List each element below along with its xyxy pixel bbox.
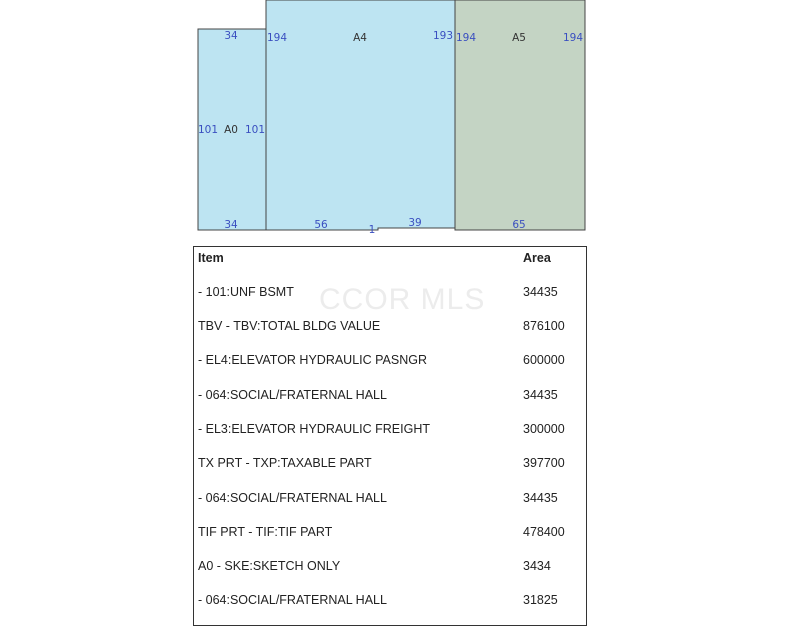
row-item: TBV - TBV:TOTAL BLDG VALUE <box>198 319 381 333</box>
building-sketch <box>0 0 800 245</box>
table-row <box>198 419 582 439</box>
table-row <box>198 350 582 370</box>
header-item: Item <box>198 251 224 265</box>
row-item: A0 - SKE:SKETCH ONLY <box>198 559 341 573</box>
row-area: 478400 <box>523 525 565 539</box>
a4-bottom-dimension-2: 1 <box>368 224 376 236</box>
a4-top-left-dimension: 194 <box>266 32 288 44</box>
a4-bottom-dimension-1: 56 <box>314 219 328 231</box>
row-item: - EL4:ELEVATOR HYDRAULIC PASNGR <box>198 353 427 367</box>
table-row <box>198 316 582 336</box>
table-header <box>198 248 582 268</box>
a0-bottom-dimension: 34 <box>224 219 238 231</box>
table-row <box>198 522 582 542</box>
row-area: 34435 <box>523 491 558 505</box>
table-row <box>198 488 582 508</box>
a5-bottom-dimension: 65 <box>512 219 526 231</box>
a0-label: A0 <box>224 124 238 136</box>
table-row <box>198 385 582 405</box>
table-row <box>198 590 582 610</box>
row-item: - 064:SOCIAL/FRATERNAL HALL <box>198 593 387 607</box>
a5-label: A5 <box>512 32 526 44</box>
a4-bottom-dimension-3: 39 <box>408 217 422 229</box>
a4-label: A4 <box>353 32 367 44</box>
a5-right-dimension: 194 <box>562 32 584 44</box>
row-area: 3434 <box>523 559 551 573</box>
header-area: Area <box>523 251 551 265</box>
row-item: TX PRT - TXP:TAXABLE PART <box>198 456 372 470</box>
row-item: - 064:SOCIAL/FRATERNAL HALL <box>198 388 387 402</box>
table-row <box>198 282 582 302</box>
a5-left-dimension: 194 <box>455 32 477 44</box>
a0-left-dimension: 101 <box>197 124 219 136</box>
row-item: TIF PRT - TIF:TIF PART <box>198 525 333 539</box>
row-area: 34435 <box>523 285 558 299</box>
row-area: 600000 <box>523 353 565 367</box>
table-row <box>198 556 582 576</box>
watermark: CCOR MLS <box>319 283 486 316</box>
row-area: 34435 <box>523 388 558 402</box>
row-area: 397700 <box>523 456 565 470</box>
row-item: - 101:UNF BSMT <box>198 285 294 299</box>
table-row <box>198 453 582 473</box>
a4-top-right-dimension: 193 <box>432 30 454 42</box>
a0-right-dimension: 101 <box>244 124 266 136</box>
area-table <box>193 246 587 626</box>
row-area: 300000 <box>523 422 565 436</box>
row-item: - EL3:ELEVATOR HYDRAULIC FREIGHT <box>198 422 430 436</box>
row-area: 31825 <box>523 593 558 607</box>
row-area: 876100 <box>523 319 565 333</box>
row-item: - 064:SOCIAL/FRATERNAL HALL <box>198 491 387 505</box>
a0-top-dimension: 34 <box>224 30 238 42</box>
